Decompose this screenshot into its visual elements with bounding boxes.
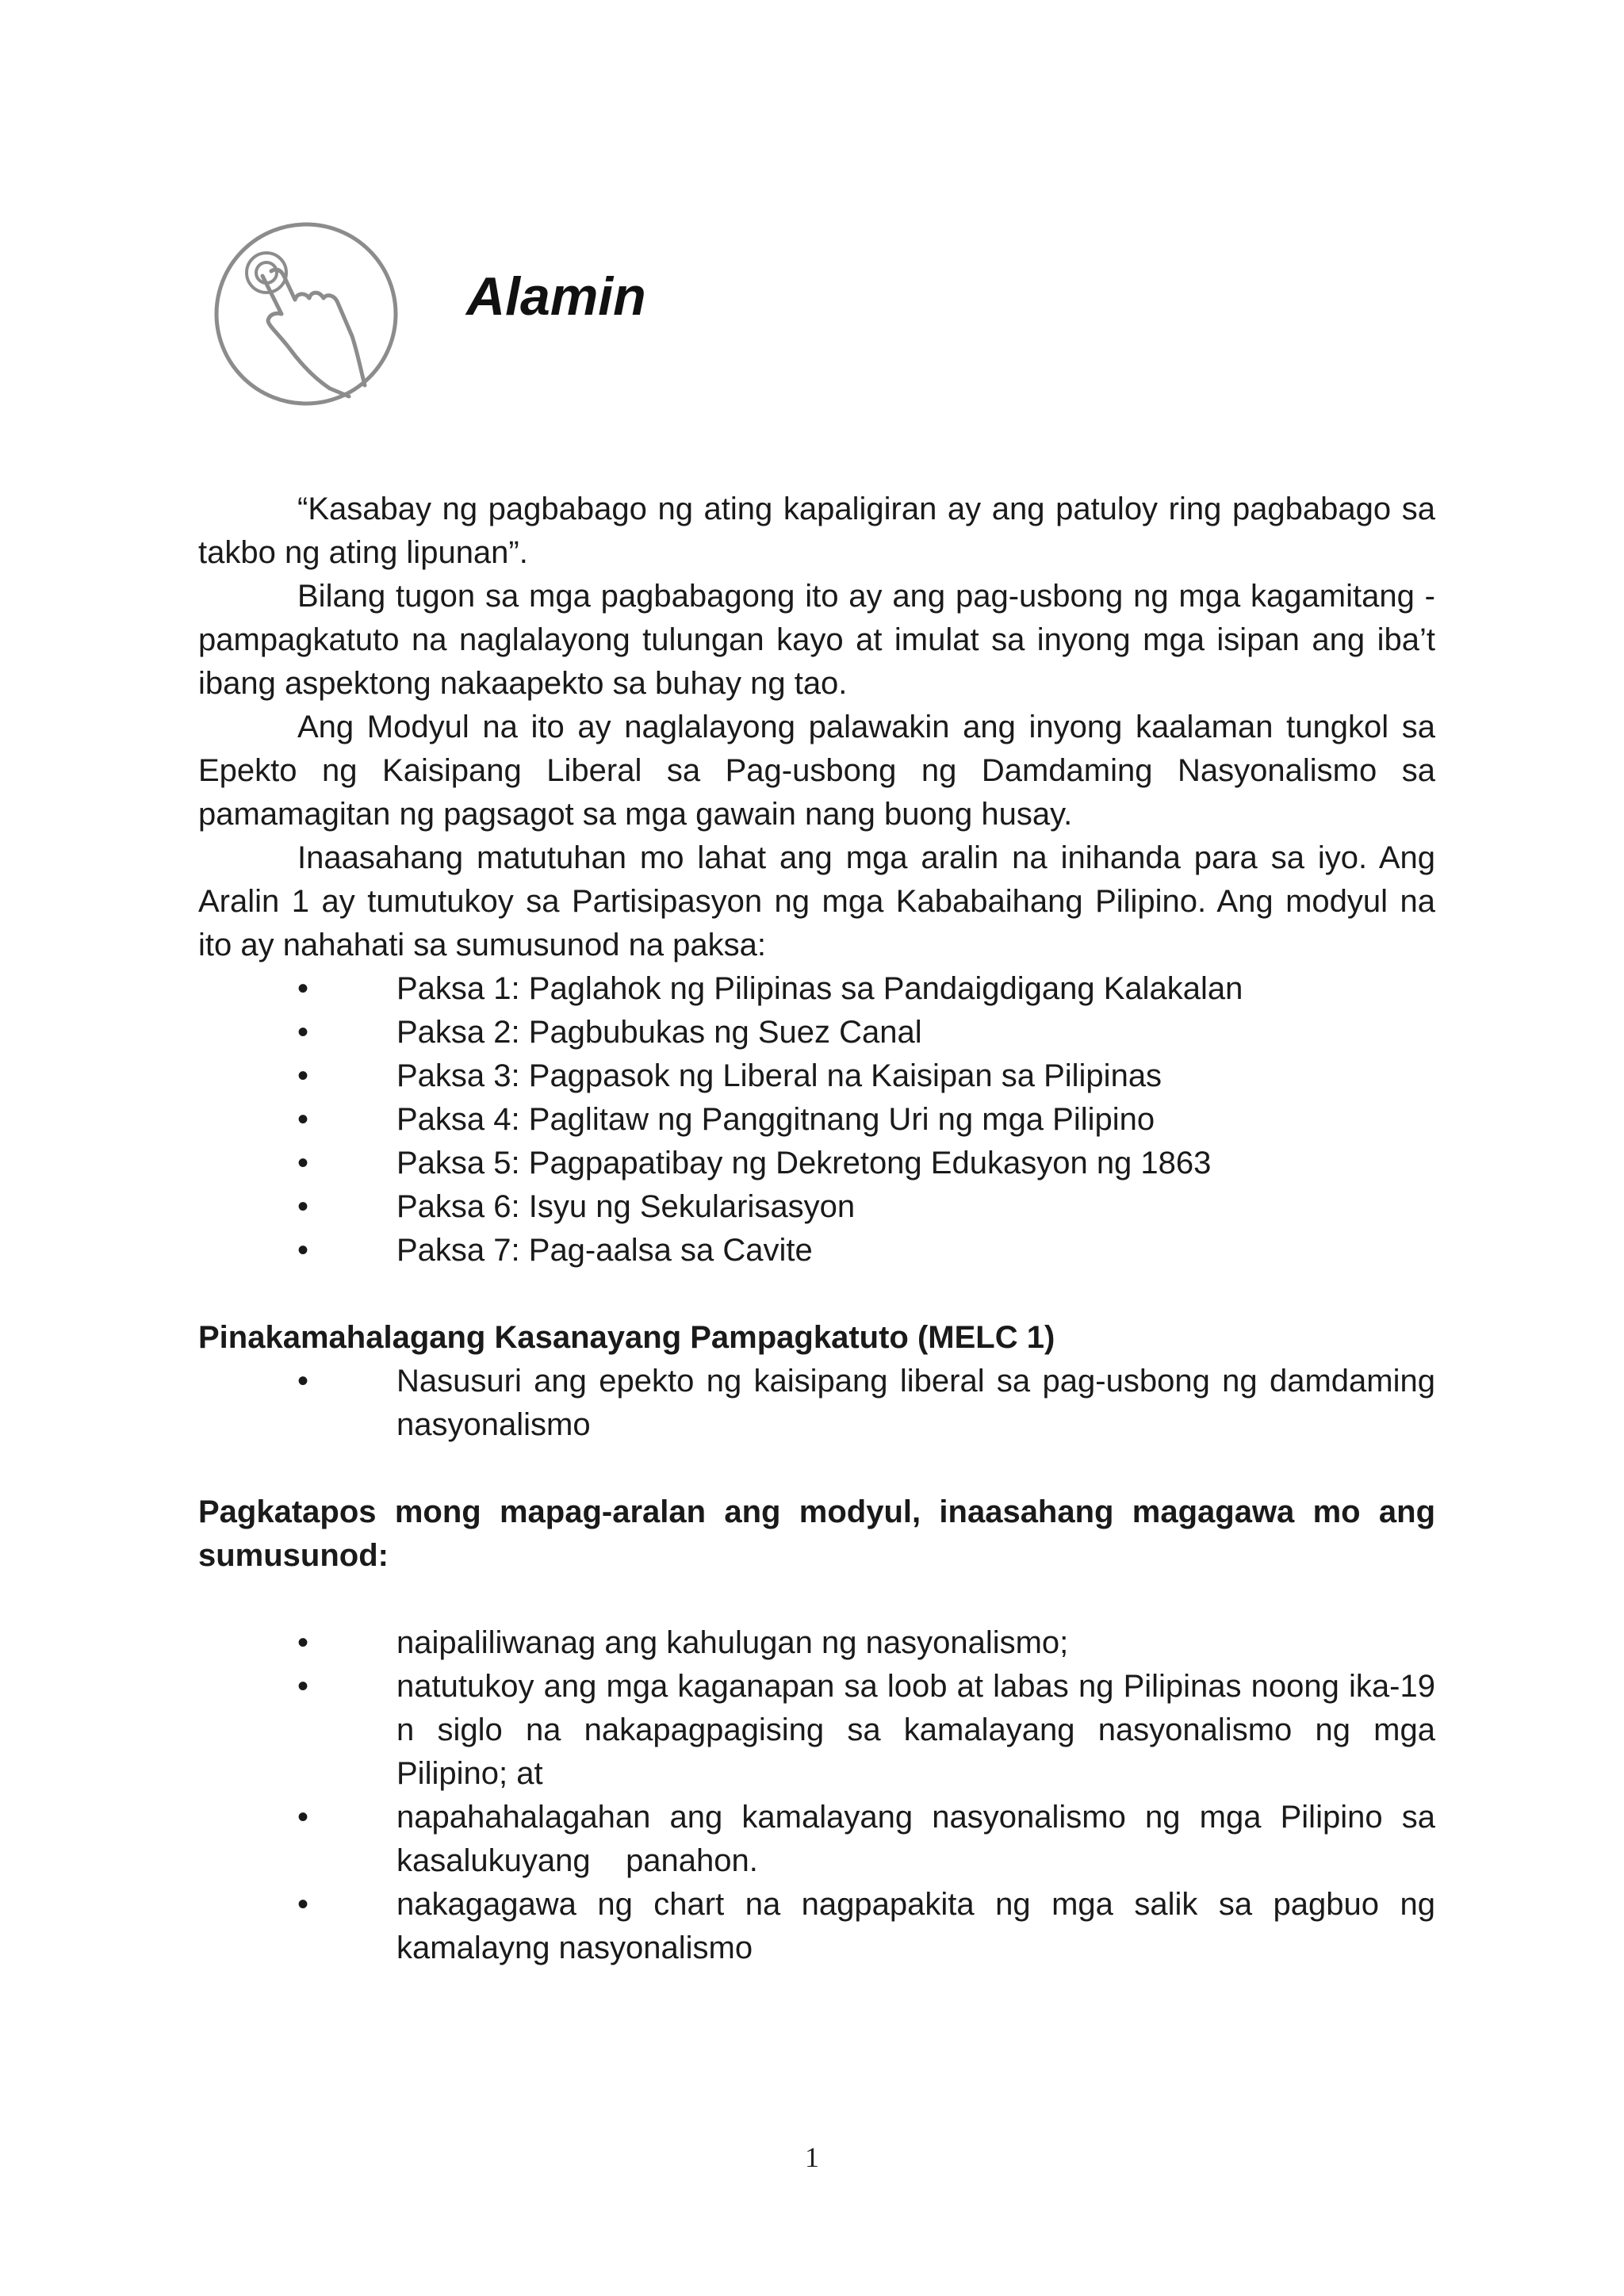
section-title: Alamin [466, 266, 646, 327]
bullet-icon: • [297, 1146, 309, 1181]
pointing-hand-icon [213, 220, 400, 408]
bullet-icon: • [297, 1669, 309, 1704]
list-item [198, 1665, 1435, 1796]
objective-text: napahahalagahan ang kamalayang nasyonalismo ng mga Pilipino sa kasalukuyang panahon. [396, 1800, 1445, 1878]
list-item [198, 1883, 1435, 1970]
bullet-icon: • [297, 1189, 309, 1224]
list-item [198, 1054, 1435, 1098]
bullet-icon: • [297, 1015, 309, 1050]
bullet-icon: • [297, 1102, 309, 1137]
list-item [198, 1011, 1435, 1054]
topic-text: Paksa 7: Pag-aalsa sa Cavite [396, 1233, 813, 1268]
bullet-icon: • [297, 1625, 309, 1660]
bullet-icon: • [297, 1887, 309, 1922]
topic-list [198, 967, 1435, 1272]
intro-paragraph-3: Ang Modyul na ito ay naglalayong palawakin ang inyong kaalaman tungkol sa Epekto ng Kaisipang Liberal sa Pag-usbong ng Damdaming Nasyonalismo sa pamamagitan ng pagsagot sa mga gawain nang buong husay. [198, 710, 1435, 832]
spacer [198, 1578, 1435, 1621]
intro-paragraph-4: Inaasahang matutuhan mo lahat ang mga aralin na inihanda para sa iyo. Ang Aralin 1 ay tumutukoy sa Partisipasyon ng mga Kababaihang Pilipino. Ang modyul na ito ay nahahati sa sumusunod na paksa: [198, 840, 1435, 962]
melc-text: Nasusuri ang epekto ng kaisipang liberal sa pag-usbong ng damdaming nasyonalismo [396, 1364, 1435, 1442]
objective-text: natutukoy ang mga kaganapan sa loob at labas ng Pilipinas noong ika-19 n siglo na nakapagpagising sa kamalayang nasyonalismo ng mga Pilipino; at [396, 1669, 1435, 1791]
topic-text: Paksa 6: Isyu ng Sekularisasyon [396, 1189, 856, 1224]
bullet-icon: • [297, 1058, 309, 1093]
topic-text: Paksa 3: Pagpasok ng Liberal na Kaisipan sa Pilipinas [396, 1058, 1162, 1093]
intro-quote: “Kasabay ng pagbabago ng ating kapaligiran ay ang patuloy ring pagbabago sa takbo ng ating lipunan”. [198, 492, 1435, 570]
bullet-icon: • [297, 1233, 309, 1268]
bullet-icon: • [297, 1800, 309, 1835]
intro-paragraph-2: Bilang tugon sa mga pagbabagong ito ay ang pag-usbong ng mga kagamitang - pampagkatuto na naglalayong tulungan kayo at imulat sa inyong mga isipan ang iba’t ibang aspektong nakaapekto sa buhay ng tao. [198, 579, 1435, 701]
objectives-list [198, 1621, 1445, 1970]
bullet-icon: • [297, 971, 309, 1006]
page-number: 1 [805, 2141, 819, 2173]
topic-text: Paksa 2: Pagbubukas ng Suez Canal [396, 1015, 922, 1050]
list-item [198, 1185, 1435, 1229]
melc-list [198, 1360, 1435, 1447]
spacer [198, 1272, 1435, 1316]
melc-heading: Pinakamahalagang Kasanayang Pampagkatuto (MELC 1) [198, 1320, 1055, 1355]
list-item [198, 1098, 1435, 1142]
topic-text: Paksa 4: Paglitaw ng Panggitnang Uri ng mga Pilipino [396, 1102, 1155, 1137]
list-item [198, 1360, 1435, 1447]
topic-text: Paksa 1: Paglahok ng Pilipinas sa Pandaigdigang Kalakalan [396, 971, 1243, 1006]
topic-text: Paksa 5: Pagpapatibay ng Dekretong Edukasyon ng 1863 [396, 1146, 1212, 1181]
bullet-icon: • [297, 1364, 309, 1399]
objective-text: nakagagawa ng chart na nagpapakita ng mga salik sa pagbuo ng kamalayng nasyonalismo [396, 1887, 1435, 1965]
list-item [198, 1229, 1435, 1272]
list-item [198, 1621, 1435, 1665]
list-item [198, 967, 1435, 1011]
spacer [198, 1447, 1435, 1490]
objective-text: naipaliliwanag ang kahulugan ng nasyonalismo; [396, 1625, 1069, 1660]
module-body [198, 488, 1445, 1970]
objectives-heading: Pagkatapos mong mapag-aralan ang modyul, inaasahang magagawa mo ang sumusunod: [198, 1494, 1435, 1573]
list-item [198, 1796, 1445, 1883]
list-item [198, 1142, 1435, 1185]
